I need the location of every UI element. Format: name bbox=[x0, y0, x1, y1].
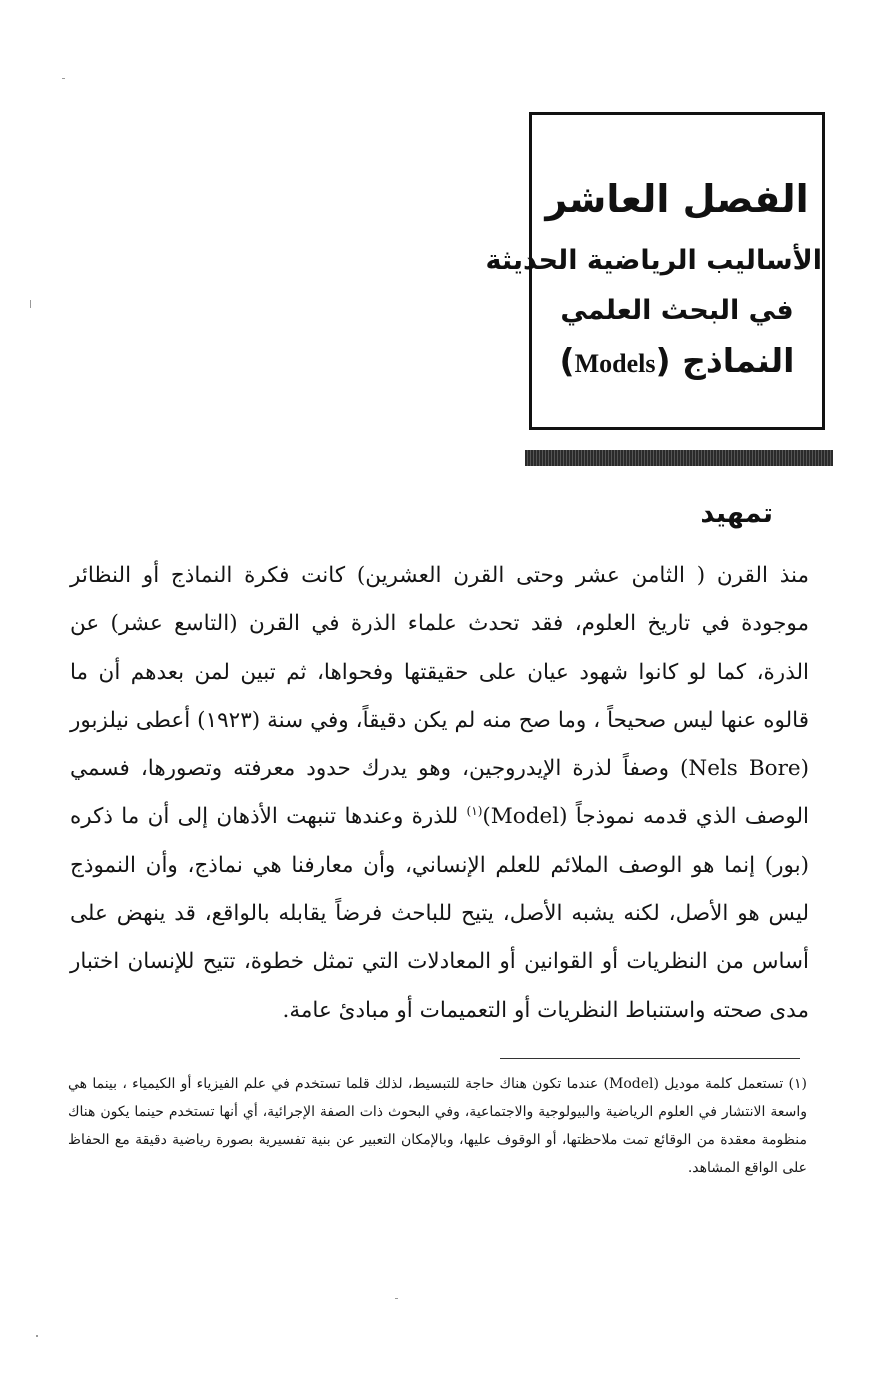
chapter-subtitle-line-1: الأساليب الرياضية الحديثة bbox=[485, 245, 822, 276]
footnote-text: (١) تستعمل كلمة موديل (Model) عندما تكون هناك حاجة للتبسيط، لذلك قلما تستخدم في علم الفيزياء أو الكيمياء ، بينما هي واسعة الانتشار في العلوم الرياضية والبيولوجية والاجتماعية، وفي البحوث ذات الصفة الإجرائية، أي أنها تستخدم حينما يكون هناك منظومة معقدة من الوقائع تمت ملاحظتها، أو الوقوف عليها، وبالإمكان التعبير عن بنية تفسيرية بصورة رياضية دقيقة مع الحفاظ على الواقع المشاهد. bbox=[68, 1076, 807, 1176]
models-arabic-label: النماذج bbox=[682, 341, 795, 380]
footnote-divider bbox=[500, 1058, 800, 1059]
models-english-label: Models bbox=[574, 349, 656, 378]
chapter-title-box bbox=[485, 112, 825, 430]
models-close-paren: ) bbox=[559, 341, 575, 380]
section-heading: تمهيد bbox=[700, 498, 773, 529]
body-text-part-1: منذ القرن ( الثامن عشر وحتى القرن العشرين) كانت فكرة النماذج أو النظائر موجودة في تاريخ العلوم، فقد تحدث علماء الذرة في القرن (التاسع عشر) عن الذرة، كما لو كانوا شهود عيان على حقيقتها وفحواها، ثم تبين لمن بعدهم أن ما قالوه عنها ليس صحيحاً ، وما صح منه لم يكن دقيقاً، وفي سنة (١٩٢٣) أعطى نيلزبور (Nels Bore) وصفاً لذرة الإيدروجين، وهو يدرك حدود معرفته وتصورها، فسمي الوصف الذي قدمه نموذجاً (Model) bbox=[70, 563, 809, 830]
body-text-part-2: للذرة وعندها تنبهت الأذهان إلى أن ما ذكره (بور) إنما هو الوصف الملائم للعلم الإنساني، وأن معارفنا هي نماذج، وأن النموذج ليس هو الأصل، لكنه يشبه الأصل، يتيح للباحث فرضاً يقابله بالواقع، قد ينهض على أساس من النظريات أو القوانين أو المعادلات التي تمثل خطوة، تتيح للإنسان اختبار مدى صحته واستنباط النظريات أو التعميمات أو مبادئ عامة. bbox=[70, 804, 809, 1023]
footnote-reference: (١) bbox=[466, 804, 483, 819]
title-decorative-bar bbox=[525, 450, 833, 466]
scan-speck bbox=[36, 1335, 38, 1337]
chapter-subtitle-line-3 bbox=[532, 341, 822, 380]
body-paragraph bbox=[70, 552, 809, 1035]
scan-speck bbox=[395, 1298, 398, 1299]
chapter-subtitle-line-2: في البحث العلمي bbox=[560, 295, 794, 326]
chapter-title: الفصل العاشر bbox=[545, 177, 809, 221]
models-open-paren: ( bbox=[655, 341, 671, 380]
scan-speck bbox=[30, 300, 31, 308]
scan-speck bbox=[62, 78, 65, 79]
